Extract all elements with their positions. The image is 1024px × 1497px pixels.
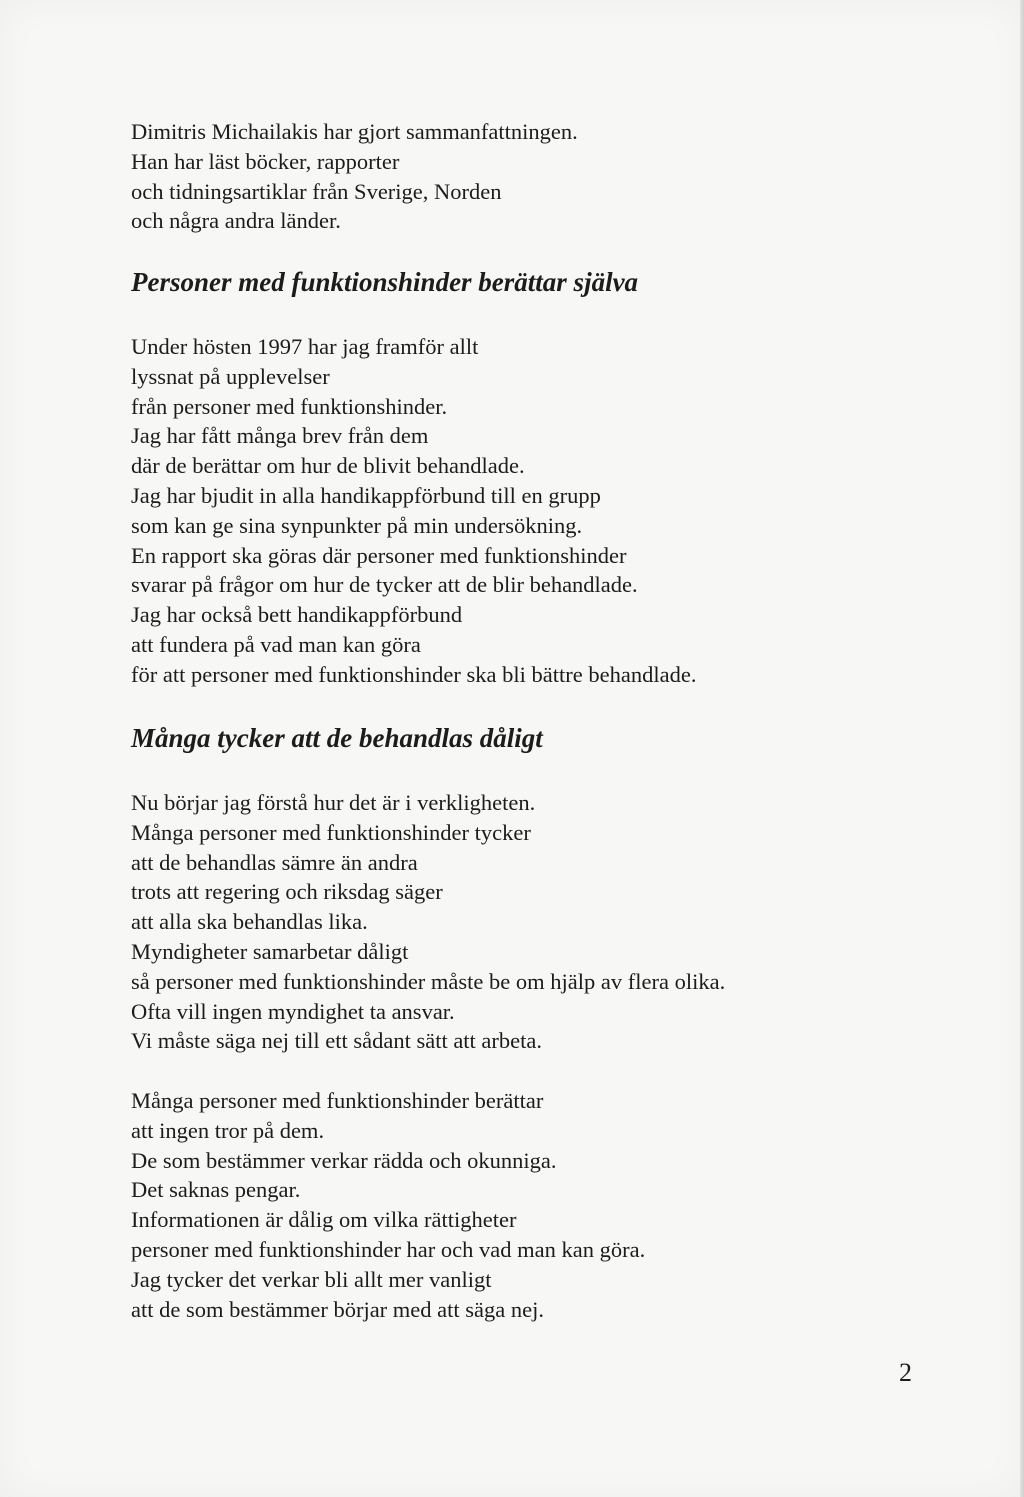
section2-paragraph xyxy=(131,788,891,1056)
text-line: att alla ska behandlas lika. xyxy=(131,909,368,935)
text-line: som kan ge sina synpunkter på min undersökning. xyxy=(131,512,583,538)
text-line: Vi måste säga nej till ett sådant sätt att arbeta. xyxy=(131,1028,543,1054)
text-line: Jag har bjudit in alla handikappförbund till en grupp xyxy=(131,482,601,508)
text-line: lyssnat på upplevelser xyxy=(131,363,330,389)
text-line: att de som bestämmer börjar med att säga nej. xyxy=(131,1296,544,1322)
text-line: att ingen tror på dem. xyxy=(131,1117,325,1143)
text-line: trots att regering och riksdag säger xyxy=(131,879,443,905)
intro-paragraph xyxy=(131,117,891,236)
text-line: Han har läst böcker, rapporter xyxy=(131,148,400,174)
text-line: att de behandlas sämre än andra xyxy=(131,849,418,875)
text-line: Dimitris Michailakis har gjort sammanfattningen. xyxy=(131,119,578,144)
text-line: Många personer med funktionshinder berättar xyxy=(131,1088,544,1113)
text-line: från personer med funktionshinder. xyxy=(131,393,448,419)
text-line: och tidningsartiklar från Sverige, Norden xyxy=(131,178,502,204)
text-line: Under hösten 1997 har jag framför allt xyxy=(131,334,479,359)
text-line: personer med funktionshinder har och vad man kan göra. xyxy=(131,1236,646,1262)
text-line: att fundera på vad man kan göra xyxy=(131,631,421,657)
text-line: Myndigheter samarbetar dåligt xyxy=(131,938,409,964)
text-line: där de berättar om hur de blivit behandlade. xyxy=(131,453,525,479)
text-line: så personer med funktionshinder måste be om hjälp av flera olika. xyxy=(131,968,726,994)
text-line: Informationen är dålig om vilka rättigheter xyxy=(131,1207,517,1233)
text-line: Jag har också bett handikappförbund xyxy=(131,602,463,628)
section3-paragraph xyxy=(131,1086,891,1324)
section-heading-manga-tycker: Många tycker att de behandlas dåligt xyxy=(131,723,543,753)
section1-paragraph xyxy=(131,332,891,690)
text-line: Många personer med funktionshinder tycker xyxy=(131,819,531,845)
text-line: Jag tycker det verkar bli allt mer vanligt xyxy=(131,1266,492,1292)
text-line: Jag har fått många brev från dem xyxy=(131,423,429,449)
page-number: 2 xyxy=(899,1358,912,1387)
text-line: Ofta vill ingen myndighet ta ansvar. xyxy=(131,998,455,1024)
text-line: Det saknas pengar. xyxy=(131,1177,301,1203)
text-line: och några andra länder. xyxy=(131,208,341,234)
text-line: svarar på frågor om hur de tycker att de blir behandlade. xyxy=(131,572,638,598)
text-line: De som bestämmer verkar rädda och okunniga. xyxy=(131,1147,557,1173)
text-line: för att personer med funktionshinder ska bli bättre behandlade. xyxy=(131,661,697,687)
text-line: En rapport ska göras där personer med funktionshinder xyxy=(131,542,627,568)
section-heading-personer-med-funktionshinder: Personer med funktionshinder berättar själva xyxy=(131,267,639,297)
text-line: Nu börjar jag förstå hur det är i verkligheten. xyxy=(131,790,536,815)
page-edge xyxy=(1020,0,1024,1497)
